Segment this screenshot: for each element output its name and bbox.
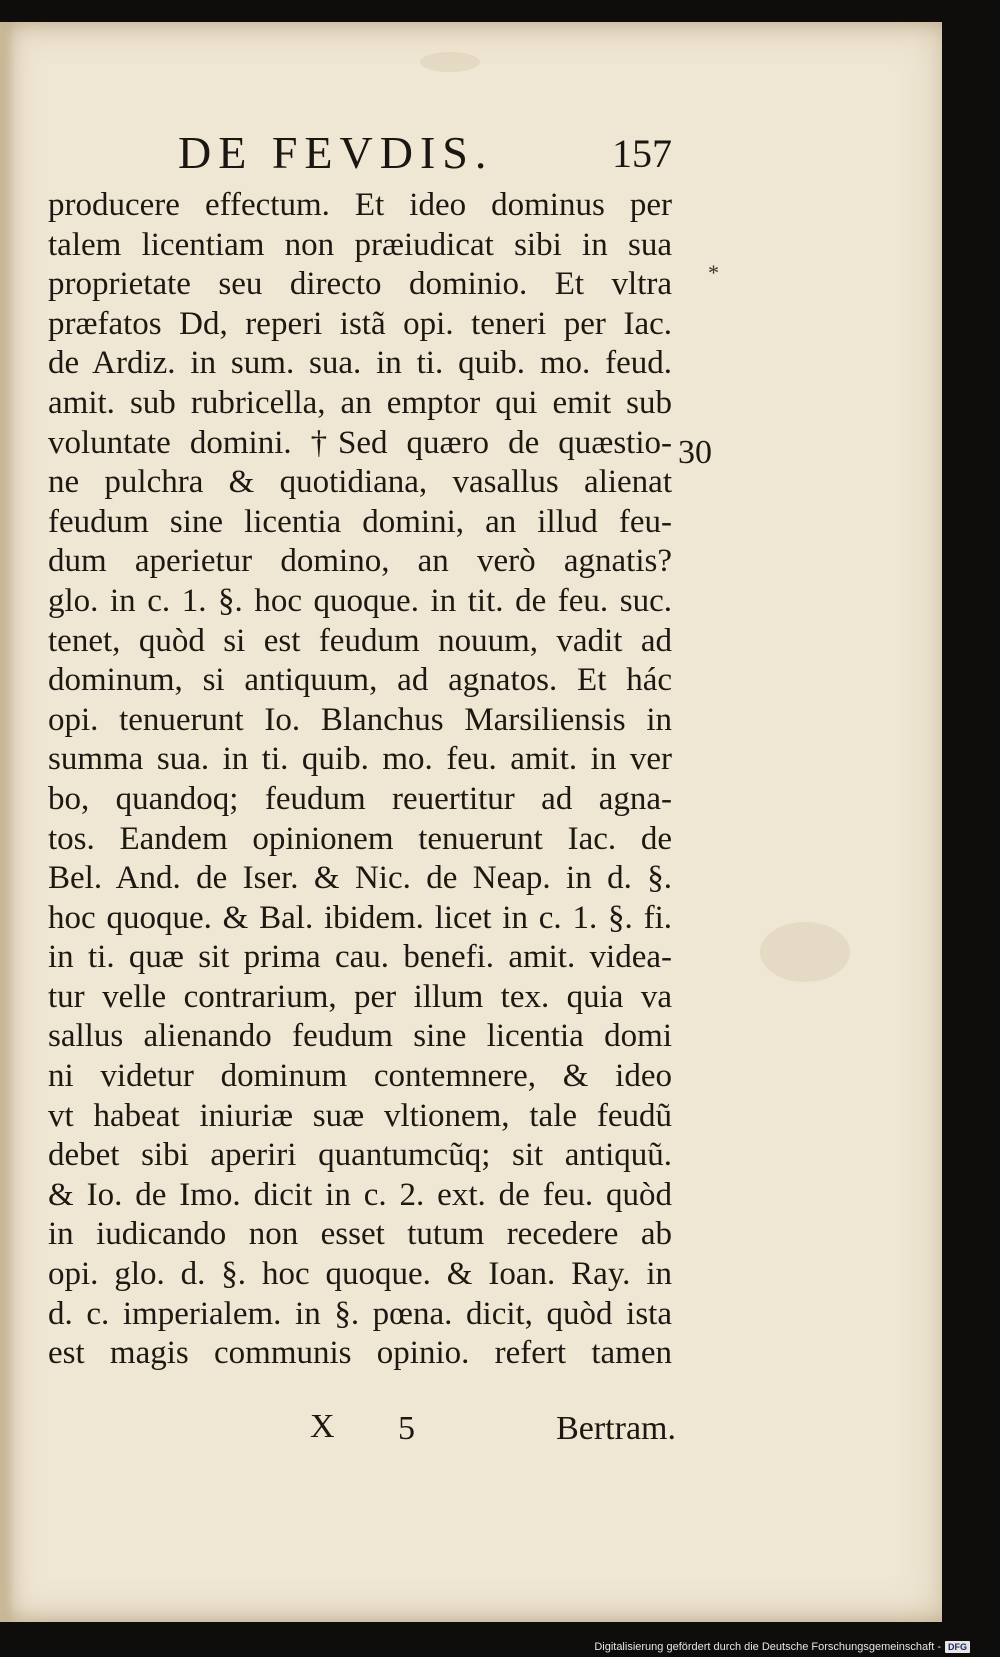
body-text — [48, 186, 672, 1374]
digitization-credit — [594, 1641, 970, 1653]
text-line: talem licentiam non præiudicat sibi in sua — [48, 226, 672, 263]
running-header — [48, 126, 672, 186]
margin-mark: * — [708, 260, 719, 285]
text-line: vt habeat iniuriæ suæ vltionem, tale feudũ — [48, 1097, 672, 1134]
text-line: producere effectum. Et ideo dominus per — [48, 187, 672, 223]
text-line: proprietate seu directo dominio. Et vltra — [48, 266, 672, 303]
text-line: de Ardiz. in sum. sua. in ti. quib. mo. feud. — [48, 345, 672, 382]
text-line: ni videtur dominum contemnere, & ideo — [48, 1058, 672, 1095]
catchword: Bertram. — [556, 1410, 676, 1447]
page-footer — [48, 1408, 676, 1454]
paper-stain — [420, 52, 480, 72]
text-line: voluntate domini. †Sed quæro de quæstio- — [48, 424, 672, 461]
text-line: dum aperietur domino, an verò agnatis? — [48, 543, 672, 580]
text-line: & Io. de Imo. dicit in c. 2. ext. de feu. quòd — [48, 1176, 672, 1213]
credit-text: Digitalisierung gefördert durch die Deutsche Forschungsgemeinschaft - — [594, 1641, 941, 1653]
text-line: dominum, si antiquum, ad agnatos. Et hác — [48, 662, 672, 699]
text-line: summa sua. in ti. quib. mo. feu. amit. in ver — [48, 741, 672, 778]
text-line: Bel. And. de Iser. & Nic. de Neap. in d. §. — [48, 860, 672, 897]
text-line: tenet, quòd si est feudum nouum, vadit ad — [48, 622, 672, 659]
text-line: opi. glo. d. §. hoc quoque. & Ioan. Ray. in — [48, 1256, 672, 1293]
dfg-logo-icon: DFG — [945, 1641, 970, 1653]
margin-note-number: 30 — [678, 434, 712, 471]
text-line: tur velle contrarium, per illum tex. quia va — [48, 978, 672, 1015]
text-line: in iudicando non esset tutum recedere ab — [48, 1216, 672, 1253]
text-line: d. c. imperialem. in §. pœna. dicit, quòd ista — [48, 1295, 672, 1332]
text-line: est magis communis opinio. refert tamen — [48, 1335, 672, 1372]
text-line: sallus alienando feudum sine licentia domi — [48, 1018, 672, 1055]
signature-letter: X — [310, 1408, 335, 1445]
text-line: amit. sub rubricella, an emptor qui emit sub — [48, 384, 672, 421]
text-line: tos. Eandem opinionem tenuerunt Iac. de — [48, 820, 672, 857]
page-number: 157 — [612, 131, 672, 176]
page-gutter-shadow — [0, 22, 14, 1622]
text-line: feudum sine licentia domini, an illud feu- — [48, 503, 672, 540]
header-title: DE FEVDIS. — [178, 127, 494, 178]
text-line: opi. tenuerunt Io. Blanchus Marsiliensis in — [48, 701, 672, 738]
text-line: bo, quandoq; feudum reuertitur ad agna- — [48, 780, 672, 817]
text-line: in ti. quæ sit prima cau. benefi. amit. videa- — [48, 939, 672, 976]
text-line: præfatos Dd, reperi istã opi. teneri per Iac. — [48, 305, 672, 342]
paper-stain — [760, 922, 850, 982]
text-line: debet sibi aperiri quantumcũq; sit antiquũ. — [48, 1137, 672, 1174]
book-page — [0, 22, 942, 1622]
signature-number: 5 — [398, 1410, 415, 1447]
text-line: glo. in c. 1. §. hoc quoque. in tit. de feu. suc. — [48, 582, 672, 619]
text-line: hoc quoque. & Bal. ibidem. licet in c. 1. §. fi. — [48, 899, 672, 936]
text-line: ne pulchra & quotidiana, vasallus alienat — [48, 464, 672, 501]
